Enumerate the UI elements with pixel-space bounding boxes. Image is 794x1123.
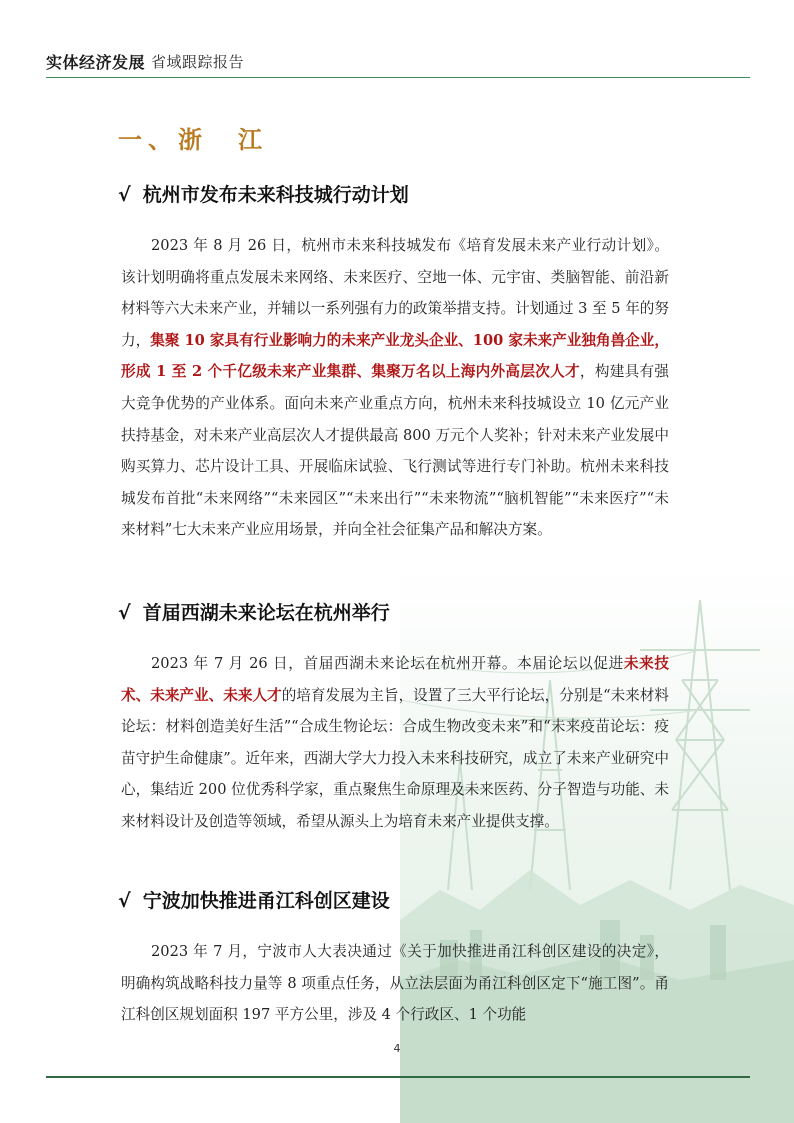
- footer-divider: [46, 1076, 750, 1078]
- page-number: 4: [393, 1042, 401, 1055]
- subsection-heading: [118, 598, 390, 625]
- body-paragraph: 2023 年 7 月 26 日，首届西湖未来论坛在杭州开幕。本届论坛以促进未来技术、未来产业、未来人才的培育发展为主旨，设置了三大平行论坛，分别是“未来材料论坛：材料创造美好生活”“合成生物论坛：合成生物改变未来”和“未来疫苗论坛：疫苗守护生命健康”。近年来，西湖大学大力投入未来科技研究，成立了未来产业研究中心，集结近 200 位优秀科学家，重点聚焦生命原理及未来医药、分子智造与功能、未来材料设计及创造等领域，希望从源头上为培育未来产业提供支撑。: [121, 655, 669, 830]
- highlighted-text: 未来技术、未来产业、未来人才: [121, 655, 669, 704]
- body-paragraph: 2023 年 7 月，宁波市人大表决通过《关于加快推进甬江科创区建设的决定》，明确构筑战略科技力量等 8 项重点任务，从立法层面为甬江科创区定下“施工图”。甬江科创区规划面积 197 平方公里，涉及 4 个行政区、1 个功能: [121, 943, 669, 1024]
- subsection-title: 首届西湖未来论坛在杭州举行: [142, 602, 390, 624]
- subsection-heading: [118, 180, 409, 207]
- report-brand-subtitle: 省域跟踪报告: [151, 53, 245, 71]
- page-header: [46, 48, 750, 74]
- body-paragraph: 2023 年 8 月 26 日，杭州市未来科技城发布《培育发展未来产业行动计划》。该计划明确将重点发展未来网络、未来医疗、空地一体、元宇宙、类脑智能、前沿新材料等六大未来产业，并辅以一系列强有力的政策举措支持。计划通过 3 至 5 年的努力，集聚 10 家具有行业影响力的未来产业龙头企业、100 家未来产业独角兽企业，形成 1 至 2 个千亿级未来产业集群、集聚万名以上海内外高层次人才，构建具有强大竞争优势的产业体系。面向未来产业重点方向，杭州未来科技城设立 10 亿元产业扶持基金，对未来产业高层次人才提供最高 800 万元个人奖补；针对未来产业发展中购买算力、芯片设计工具、开展临床试验、飞行测试等进行专门补助。杭州未来科技城发布首批“未来网络”“未来园区”“未来出行”“未来物流”“脑机智能”“未来医疗”“未来材料”七大未来产业应用场景，并向全社会征集产品和解决方案。: [121, 237, 669, 539]
- subsection-title: 宁波加快推进甬江科创区建设: [142, 890, 390, 912]
- subsection-title: 杭州市发布未来科技城行动计划: [142, 184, 409, 206]
- subsection-heading: [118, 886, 390, 913]
- check-mark-icon: √: [118, 184, 131, 206]
- highlighted-text: 集聚 10 家具有行业影响力的未来产业龙头企业、100 家未来产业独角兽企业，形成 1 至 2 个千亿级未来产业集群、集聚万名以上海内外高层次人才: [121, 331, 669, 381]
- section-title: 一、浙 江: [118, 126, 268, 154]
- header-divider: [46, 77, 750, 78]
- background-power-tower-illustration: [400, 560, 794, 1123]
- check-mark-icon: √: [118, 890, 131, 912]
- report-brand-title: 实体经济发展: [46, 53, 146, 72]
- check-mark-icon: √: [118, 602, 131, 624]
